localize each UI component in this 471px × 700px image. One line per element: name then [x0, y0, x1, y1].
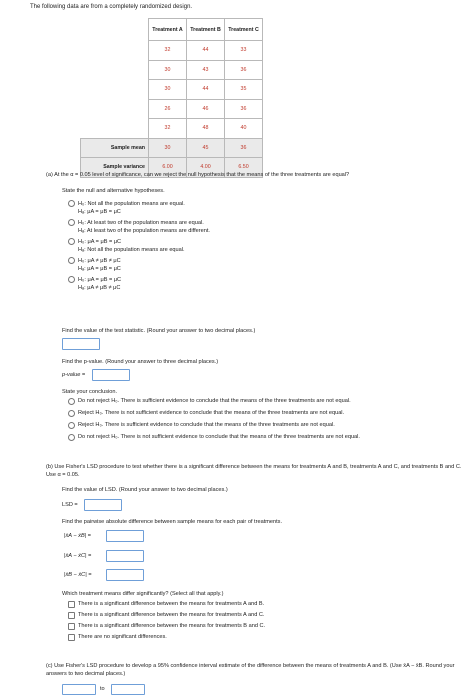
ci-lower-input[interactable]	[62, 684, 96, 695]
radio-button[interactable]	[68, 257, 75, 264]
radio-button[interactable]	[68, 398, 75, 405]
lsd-label: LSD =	[62, 502, 78, 508]
mean-a: 30	[149, 138, 187, 158]
pair-ac-label: |x̄A − x̄C| =	[64, 553, 92, 559]
sample-variance-label: Sample variance	[81, 158, 149, 178]
header-treatment-c: Treatment C	[225, 19, 263, 41]
hypothesis-option[interactable]: H₀: Not all the population means are equal. Hₐ: μA = μB = μC	[68, 200, 368, 216]
radio-button[interactable]	[68, 238, 75, 245]
radio-button[interactable]	[68, 200, 75, 207]
cell: 40	[225, 119, 263, 139]
cell: 32	[149, 119, 187, 139]
part-a-question: (a) At the α = 0.05 level of significance, can we reject the null hypothesis that the means of the three treatments are equal?	[46, 172, 350, 178]
pairwise-prompt: Find the pairwise absolute difference between sample means for each pair of treatments.	[62, 519, 283, 525]
table-row	[81, 60, 263, 80]
pair-ab-input[interactable]	[106, 530, 144, 542]
radio-button[interactable]	[68, 219, 75, 226]
conclusion-prompt: State your conclusion.	[62, 389, 118, 395]
mean-c: 36	[225, 138, 263, 158]
cell: 30	[149, 80, 187, 100]
radio-button[interactable]	[68, 410, 75, 417]
pair-ac-input[interactable]	[106, 550, 144, 562]
radio-button[interactable]	[68, 276, 75, 283]
difference-option[interactable]: There is a significant difference between the means for treatments A and C.	[68, 612, 428, 619]
part-c-question: (c) Use Fisher's LSD procedure to develop a 95% confidence interval estimate of the difference between the means of treatments A and B. (Use x̄A − x̄B. Round your answers to two decimal places.)	[46, 663, 455, 677]
cell: 30	[149, 60, 187, 80]
sample-mean-row	[81, 138, 263, 158]
test-statistic-prompt: Find the value of the test statistic. (Round your answer to two decimal places.)	[62, 328, 256, 334]
table-row	[81, 80, 263, 100]
pvalue-prompt: Find the p-value. (Round your answer to three decimal places.)	[62, 359, 219, 365]
data-table	[80, 18, 263, 178]
conclusion-options	[68, 398, 468, 441]
conclusion-option[interactable]: Reject H₀. There is not sufficient evidence to conclude that the means of the three treatments are not equal.	[68, 410, 468, 417]
cell: 46	[187, 99, 225, 119]
difference-options	[68, 601, 428, 641]
hypothesis-option[interactable]: H₀: μA = μB = μC Hₐ: Not all the population means are equal.	[68, 238, 368, 254]
intro-text: The following data are from a completely randomized design.	[30, 4, 193, 10]
table-row	[81, 99, 263, 119]
hypothesis-option[interactable]: H₀: μA ≠ μB ≠ μC Hₐ: μA = μB = μC	[68, 257, 368, 273]
table-row	[81, 119, 263, 139]
checkbox[interactable]	[68, 634, 75, 641]
cell: 36	[225, 60, 263, 80]
checkbox[interactable]	[68, 623, 75, 630]
ci-upper-input[interactable]	[111, 684, 145, 695]
part-b-question: (b) Use Fisher's LSD procedure to test whether there is a significant difference between the means for treatments A and B, treatments A and C, and treatments B and C. Use α = 0.05.	[46, 464, 462, 478]
hypothesis-options	[68, 200, 368, 292]
cell: 48	[187, 119, 225, 139]
checkbox[interactable]	[68, 612, 75, 619]
cell: 36	[225, 99, 263, 119]
header-treatment-a: Treatment A	[149, 19, 187, 41]
variance-b: 4.00	[187, 158, 225, 178]
radio-button[interactable]	[68, 422, 75, 429]
table-row	[81, 41, 263, 61]
pair-bc-input[interactable]	[106, 569, 144, 581]
sample-mean-label: Sample mean	[81, 138, 149, 158]
pair-ab-label: |x̄A − x̄B| =	[64, 533, 91, 539]
hypothesis-option[interactable]: H₀: μA = μB = μC Hₐ: μA ≠ μB ≠ μC	[68, 276, 368, 292]
difference-option[interactable]: There is a significant difference between the means for treatments B and C.	[68, 623, 428, 630]
cell: 44	[187, 80, 225, 100]
variance-c: 6.50	[225, 158, 263, 178]
state-hypotheses-prompt: State the null and alternative hypotheses.	[62, 188, 165, 194]
variance-a: 6.00	[149, 158, 187, 178]
difference-prompt: Which treatment means differ significantly? (Select all that apply.)	[62, 591, 224, 597]
conclusion-option[interactable]: Do not reject H₀. There is sufficient evidence to conclude that the means of the three treatments are not equal.	[68, 398, 468, 405]
checkbox[interactable]	[68, 601, 75, 608]
pair-bc-label: |x̄B − x̄C| =	[64, 572, 92, 578]
conclusion-option[interactable]: Reject H₀. There is sufficient evidence to conclude that the means of the three treatments are not equal.	[68, 422, 468, 429]
mean-b: 45	[187, 138, 225, 158]
cell: 32	[149, 41, 187, 61]
cell: 43	[187, 60, 225, 80]
cell: 26	[149, 99, 187, 119]
lsd-prompt: Find the value of LSD. (Round your answer to two decimal places.)	[62, 487, 228, 493]
pvalue-label: p-value =	[62, 372, 86, 378]
to-label: to	[100, 686, 105, 692]
difference-option[interactable]: There is a significant difference between the means for treatments A and B.	[68, 601, 428, 608]
lsd-input[interactable]	[84, 499, 122, 511]
cell: 35	[225, 80, 263, 100]
cell: 44	[187, 41, 225, 61]
hypothesis-option[interactable]: H₀: At least two of the population means are equal. Hₐ: At least two of the population means are different.	[68, 219, 368, 235]
test-statistic-input[interactable]	[62, 338, 100, 350]
radio-button[interactable]	[68, 434, 75, 441]
difference-option[interactable]: There are no significant differences.	[68, 634, 428, 641]
conclusion-option[interactable]: Do not reject H₀. There is not sufficient evidence to conclude that the means of the three treatments are not equal.	[68, 434, 468, 441]
pvalue-input[interactable]	[92, 369, 130, 381]
header-treatment-b: Treatment B	[187, 19, 225, 41]
cell: 33	[225, 41, 263, 61]
